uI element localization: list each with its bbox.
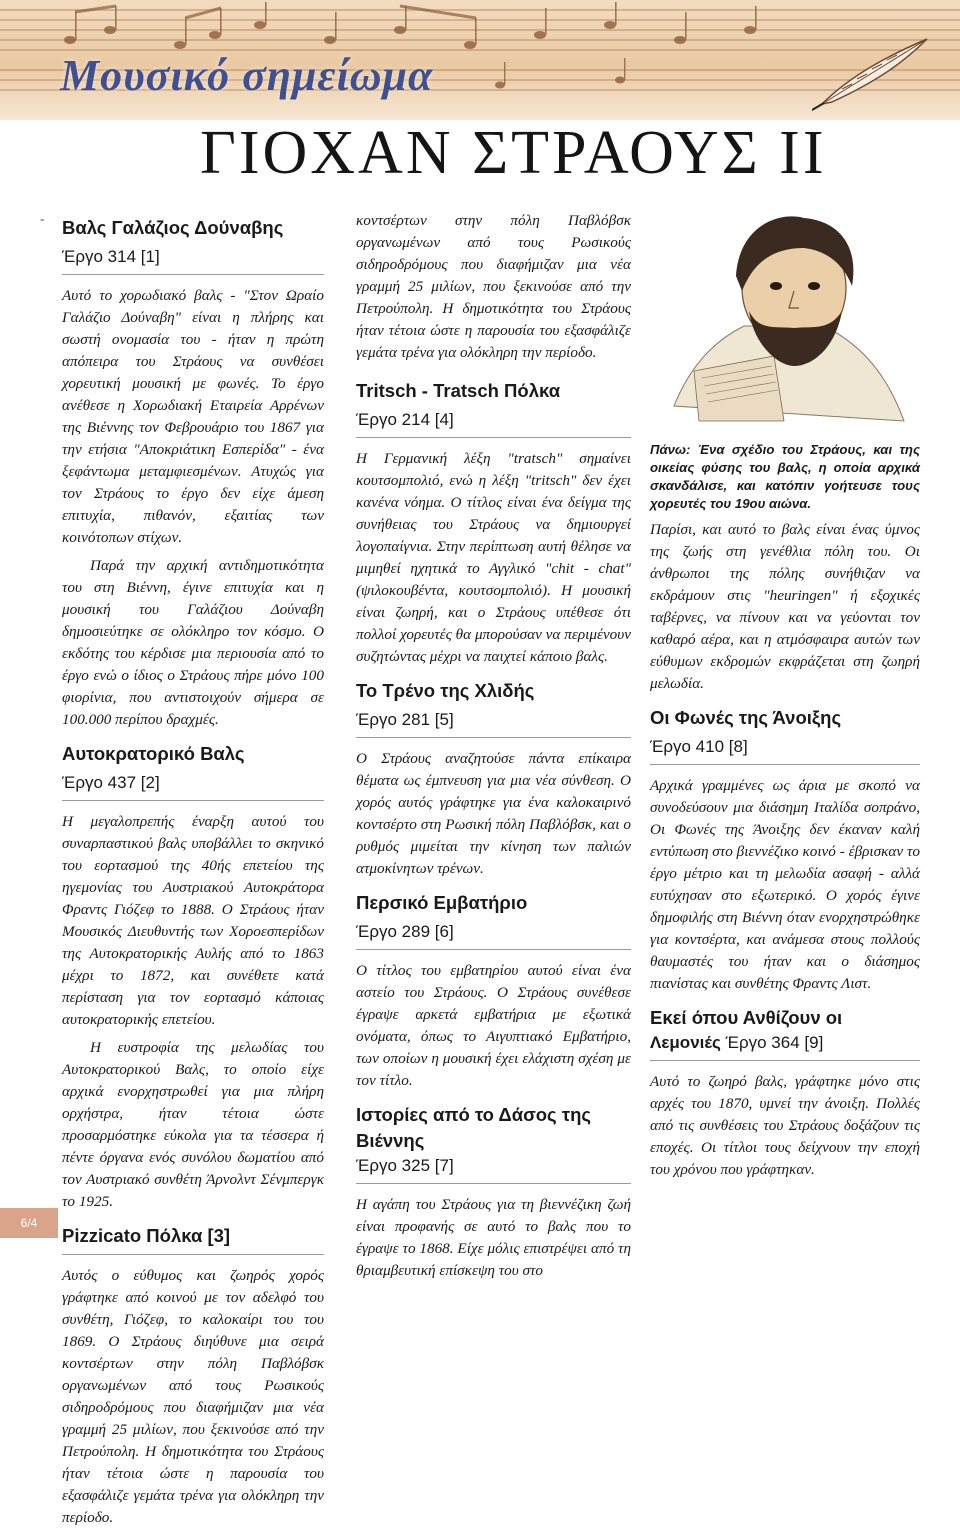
section-work-number: Έργο 314 [1] bbox=[62, 245, 324, 275]
paragraph: Ο τίτλος του εμβατηρίου αυτού είναι ένα αστείο του Στράους. Ο Στράους συνέθεσε έγραψε αρκετά εμβατήρια με εξωτικά ονόματα, όπως το Αιγυπτιακό Εμβατήριο, των οποίων η μουσική έχει ελάχιστη σχέση με τον τίτλο. bbox=[356, 962, 631, 1089]
section-work-number: Έργο 325 [7] bbox=[356, 1154, 631, 1184]
section-heading: Βαλς Γαλάζιος Δούναβης bbox=[62, 217, 284, 238]
portrait-caption: Πάνω: Ένα σχέδιο του Στράους, και της οικείας φύσης του βαλς, η οποία αρχικά σκανδάλισε, και κατόπιν γοήτευσε τους χορευτές του 19ου αιώνα. bbox=[650, 442, 920, 511]
section-work-number: Έργο 214 [4] bbox=[356, 408, 631, 438]
paragraph: Αυτό το ζωηρό βαλς, γράφτηκε μόνο στις αρχές του 1870, υμνεί την άνοιξη. Πολλές από τις συνθέσεις του Στράους δοξάζουν τις εποχές. Οι τίτλοι τους δείχνουν την εποχή του χρόνου που γράφτηκαν. bbox=[650, 1073, 920, 1178]
column-left bbox=[62, 205, 324, 1535]
section-work-number: Έργο 289 [6] bbox=[356, 920, 631, 950]
section-work-number: Έργο 437 [2] bbox=[62, 771, 324, 801]
strauss-portrait-image bbox=[654, 206, 916, 426]
paragraph: Αρχικά γραμμένες ως άρια με σκοπό να συνοδεύσουν μια διάσημη Ιταλίδα σοπράνο, Οι Φωνές της Άνοιξης δεν έκαναν καλή εντύπωση στο βιεννέζικο κοινό - έβρισκαν το έργο μέτριο και τη μελωδία ασαφή - αλλά ευτύχησαν στο εξωτερικό. Ο χορός έγινε δημοφιλής στη Βιέννη όταν ενορχηστρώθηκε για κοντσέρτα, και ανάμεσα στους πολλούς θαυμαστές του ήταν και ο διάσημος πιανίστας και συνθέτης Φραντς Λιστ. bbox=[650, 777, 920, 992]
column-middle bbox=[356, 210, 631, 1288]
section-work-number: Έργο 364 [9] bbox=[725, 1033, 824, 1052]
section-heading: Το Τρένο της Χλιδής bbox=[356, 680, 535, 701]
section-heading: Tritsch - Tratsch Πόλκα bbox=[356, 380, 561, 401]
page-title: ΓΙΟΧΑΝ ΣΤΡΑΟΥΣ ΙΙ bbox=[200, 119, 827, 187]
section-heading: Εκεί όπου Ανθίζουν οι bbox=[650, 1007, 843, 1028]
section-heading: Αυτοκρατορικό Βαλς bbox=[62, 743, 245, 764]
header-banner bbox=[0, 0, 960, 120]
series-title: Μουσικό σημείωμα bbox=[60, 51, 434, 100]
paragraph: Η αγάπη του Στράους για τη βιεννέζικη ζωή είναι προφανής σε αυτό το βαλς που το έγραψε το 1868. Είχε μόλις επιστρέψει από τη θριαμβευτική επίσκεψη του στο bbox=[356, 1196, 631, 1279]
paragraph: Αυτός ο εύθυμος και ζωηρός χορός γράφτηκε από κοινού με τον αδελφό του συνθέτη, Γιόζεφ, το καλοκαίρι του του 1869. Ο Στράους διηύθυνε μια σειρά κοντσέρτων στην πόλη Παβλόβσκ οργανωμένων από τους Ρωσικούς σιδηροδρόμους που διαφήμιζαν μια νέα γραμμή 25 μιλίων, που ξεκινούσε από την Πετρούπολη. Η δημοτικότητα του Στράους ήταν τέτοια ώστε η παρουσία του εξασφάλιζε γεμάτα τρένα για ολόκληρη την περίοδο. bbox=[62, 1267, 324, 1526]
paragraph: Η ευστροφία της μελωδίας του Αυτοκρατορικού Βαλς, το οποίο είχε αρχικά ενορχηστρωθεί για μια πλήρη ορχήστρα, ήταν τέτοια ώστε προσαρμόστηκε εύκολα για τα τέσσερα ή πέντε όργανα ενός συνόλου δωματίου από τον Αυστριακό συνθέτη Άρνολντ Σένμπεργκ το 1925. bbox=[62, 1039, 324, 1210]
paragraph: Παρά την αρχική αντιδημοτικότητα του στη Βιέννη, έγινε επιτυχία και η μουσική του Γαλάζιου Δούναβη δημοσιεύτηκε σε ολόκληρο τον κόσμο. Ο εκδότης του κέρδισε μια περιουσία από το έργο ενώ ο ίδιος ο Στράους πήρε μόνο 100 φιορίνια, που αντιστοιχούν σήμερα σε 100.000 περίπου δραχμές. bbox=[62, 557, 324, 728]
section-work-number: Έργο 410 [8] bbox=[650, 735, 920, 765]
section-heading-part: Λεμονιές bbox=[650, 1033, 721, 1052]
section-heading: Περσικό Εμβατήριο bbox=[356, 892, 528, 913]
paragraph: Ο Στράους αναζητούσε πάντα επίκαιρα θέματα ως έμπνευση για μια νέα σύνθεση. Ο χορός αυτός γράφτηκε για ένα καλοκαιρινό κοντσέρτο στη Ρωσική πόλη Παβλόβσκ, και ο ρυθμός μιμείται την κίνηση των παλιών ατμοκίνητων τρένων. bbox=[356, 750, 631, 877]
section-heading-continued bbox=[650, 1031, 920, 1061]
section-heading: Ιστορίες από το Δάσος της Βιέννης bbox=[356, 1104, 591, 1151]
section-heading: Οι Φωνές της Άνοιξης bbox=[650, 707, 842, 728]
paragraph: Παρίσι, και αυτό το βαλς είναι ένας ύμνος της ζωής στη γενέθλια πόλη του. Οι άνθρωποι της πόλης συνήθιζαν να εκδράμουν στις "heuringen" ή εξοχικές ταβέρνες, να πίνουν και να γεύονται τον καθαρό αέρα, και η ατμόσφαιρα αυτών των εύθυμων εκδρομών εκφράζεται στη ζωηρή μελωδία. bbox=[650, 521, 920, 692]
paragraph: Η Γερμανική λέξη "tratsch" σημαίνει κουτσομπολιό, ενώ η λέξη "tritsch" δεν έχει κανένα νόημα. Ο τίτλος είναι ένα δείγμα της συνήθειας του Στράους να δημιουργεί λογοπαίγνια. Στην περίπτωση αυτή θέλησε να μιμηθεί ηχητικά το Αγγλικό "chit - chat" (ψιλοκουβέντα, κουτσομπολιό). Η μουσική είναι ζωηρή, και ο Στράους υπέθεσε ότι πολλοί χορευτές θα μπορούσαν να περιμένουν συζητώντας μέχρι να παιχτεί κάποιο βαλς. bbox=[356, 450, 631, 665]
column-right bbox=[650, 200, 920, 1187]
section-heading: Pizzicato Πόλκα [3] bbox=[62, 1223, 324, 1255]
margin-mark: - bbox=[40, 212, 45, 227]
paragraph: Αυτό το χορωδιακό βαλς - "Στον Ωραίο Γαλάζιο Δούναβη" είναι η πλήρης και σωστή ονομασία του - ήταν η πρώτη απόπειρα του Στράους να συνθέσει χορευτική μουσική με φωνές. Το έργο ανέθεσε η Χορωδιακή Εταιρεία Αρρένων της Βιέννης τον Φεβρουάριο του 1867 για την ετήσια "Αποκριάτικη Εσπερίδα" - ένα ξεφάντωμα μεταμφιεσμένων. Ατυχώς για τον Στράους το έργο δεν είχε άμεση επιτυχία, πιθανόν, εξαιτίας των κοινότοπων στίχων. bbox=[62, 287, 324, 546]
quill-icon bbox=[812, 34, 932, 114]
section-work-number: Έργο 281 [5] bbox=[356, 708, 631, 738]
paragraph: Η μεγαλοπρεπής έναρξη αυτού του συναρπαστικού βαλς υποβάλλει το σκηνικό του εορτασμού της 40ής επετείου της ηγεμονίας του Αυστριακού Αυτοκράτορα Φραντς Γιόζεφ το 1888. Ο Στράους ήταν Μουσικός Διευθυντής των Χοροεσπερίδων της Αυτοκρατορικής Αυλής από το 1863 μέχρι το 1872, και συνέθετε κατά περίσταση για τον εορτασμό κάποιας αυτοκρατορικής επετείου. bbox=[62, 813, 324, 1028]
paragraph-continued: κοντσέρτων στην πόλη Παβλόβσκ οργανωμένων από τους Ρωσικούς σιδηροδρόμους που διαφήμιζαν μια νέα γραμμή 25 μιλίων, που ξεκινούσε από την Πετρούπολη. Η δημοτικότητα του Στράους ήταν τέτοια ώστε η παρουσία του εξασφάλιζε γεμάτα τρένα για ολόκληρη την περίοδο. bbox=[356, 212, 631, 361]
page-number-badge: 6/4 bbox=[0, 1208, 58, 1238]
